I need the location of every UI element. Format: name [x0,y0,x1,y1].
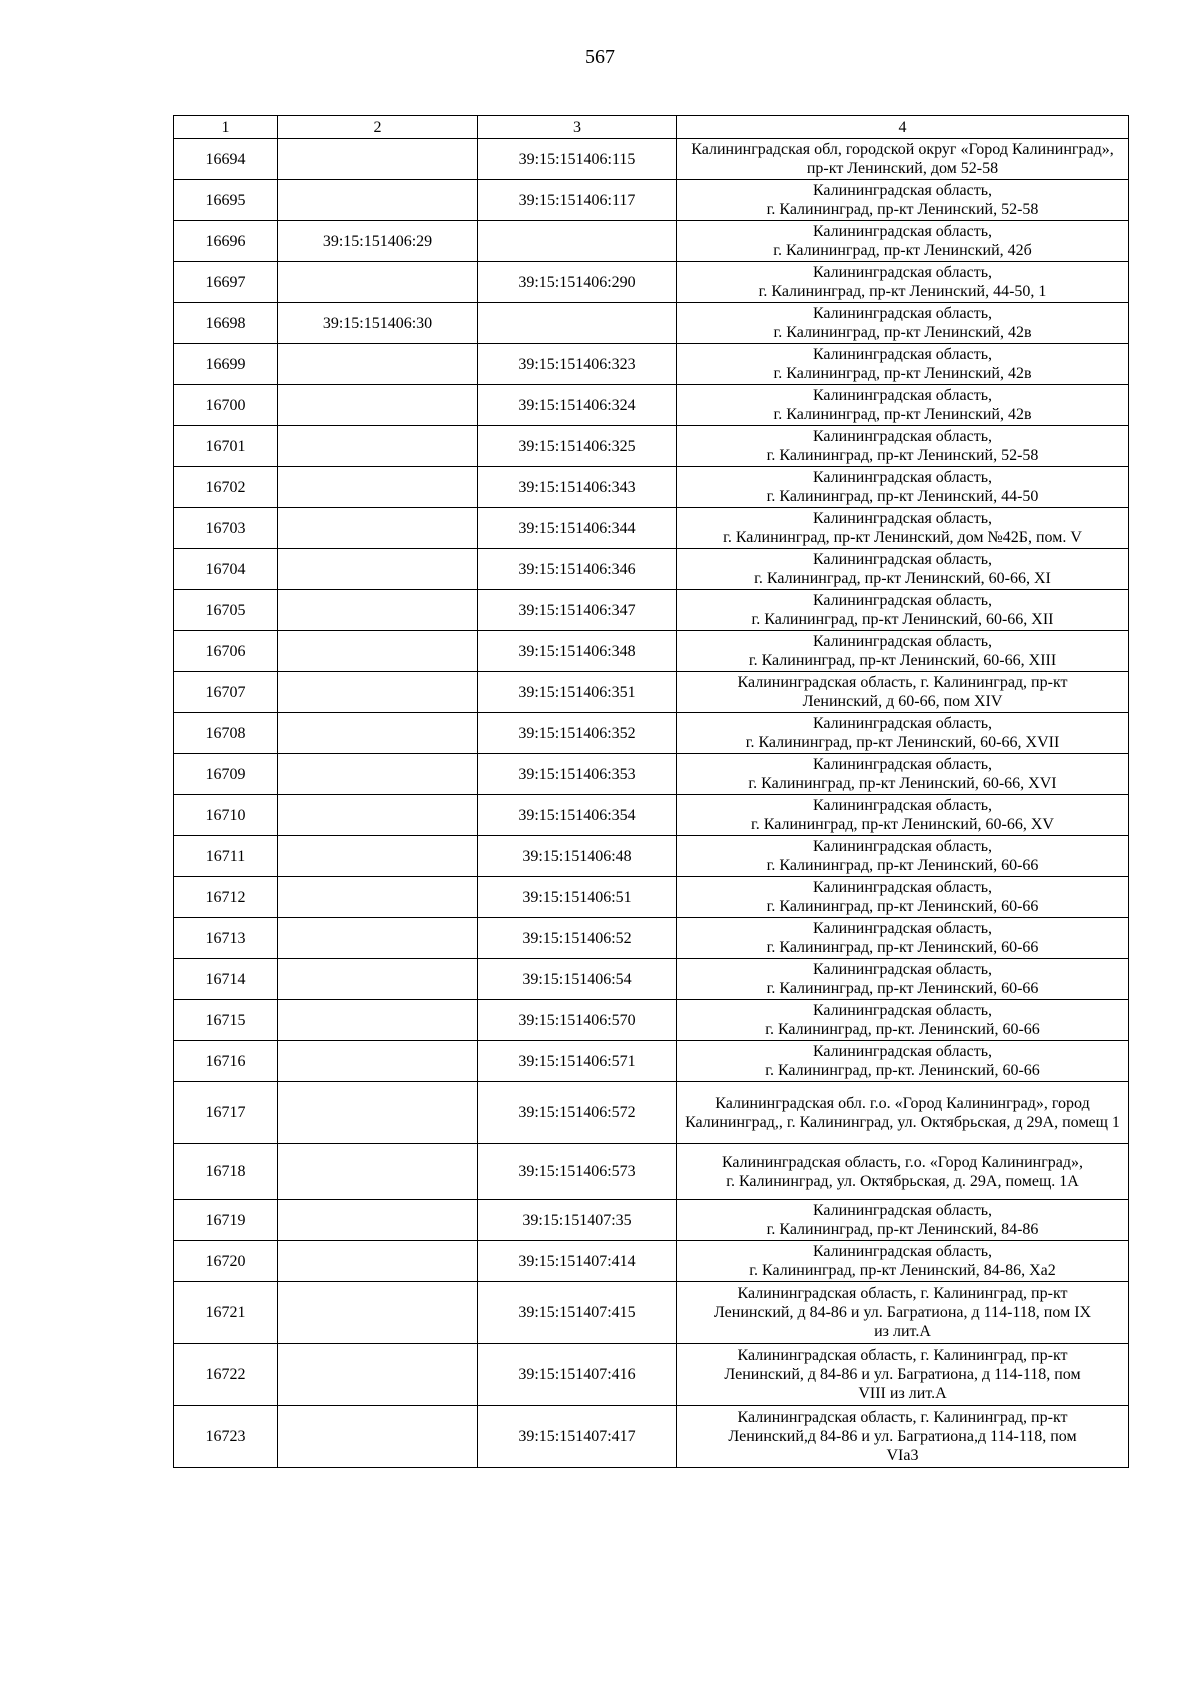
cadastral-number-col2-cell [278,1241,478,1282]
cadastral-number-col3-cell: 39:15:151406:571 [478,1041,677,1082]
table-row [174,754,1129,795]
cadastral-number-col3-cell: 39:15:151406:351 [478,672,677,713]
row-number-cell: 16717 [174,1082,278,1144]
column-header-4: 4 [677,116,1129,139]
cadastral-number-col2-cell [278,754,478,795]
table-row [174,959,1129,1000]
cadastral-number-col2-cell [278,795,478,836]
cadastral-number-col2-cell [278,180,478,221]
row-number-cell: 16718 [174,1144,278,1200]
address-cell: Калининградская область, г. Калининград, пр-кт Ленинский, 60-66 [677,918,1129,959]
table-row [174,672,1129,713]
cadastral-number-col3-cell: 39:15:151406:117 [478,180,677,221]
page-number: 567 [585,46,615,68]
row-number-cell: 16707 [174,672,278,713]
cadastral-number-col3-cell: 39:15:151407:414 [478,1241,677,1282]
cadastral-number-col2-cell [278,1041,478,1082]
cadastral-number-col3-cell: 39:15:151406:48 [478,836,677,877]
cadastral-number-col2-cell [278,1200,478,1241]
cadastral-number-col3-cell: 39:15:151406:570 [478,1000,677,1041]
table-row [174,918,1129,959]
cadastral-number-col3-cell: 39:15:151406:353 [478,754,677,795]
address-cell: Калининградская область, г. Калининград, пр-кт Ленинский, 42в [677,344,1129,385]
row-number-cell: 16701 [174,426,278,467]
address-cell: Калининградская область, г. Калининград, пр-кт Ленинский, 60-66, XVI [677,754,1129,795]
table-row [174,713,1129,754]
cadastral-number-col3-cell: 39:15:151406:352 [478,713,677,754]
address-cell: Калининградская обл. г.о. «Город Калининград», город Калининград,, г. Калининград, ул. Октябрьская, д 29А, помещ 1 [677,1082,1129,1144]
cadastral-number-col2-cell [278,1406,478,1468]
row-number-cell: 16697 [174,262,278,303]
address-cell: Калининградская обл, городской округ «Город Калининград», пр-кт Ленинский, дом 52-58 [677,139,1129,180]
cadastral-number-col3-cell: 39:15:151406:325 [478,426,677,467]
row-number-cell: 16711 [174,836,278,877]
cadastral-number-col3-cell: 39:15:151406:54 [478,959,677,1000]
row-number-cell: 16710 [174,795,278,836]
address-cell: Калининградская область, г. Калининград, пр-кт Ленинский, 44-50 [677,467,1129,508]
table-header [174,116,1129,139]
registry-table [173,115,1129,1468]
table-row [174,139,1129,180]
address-cell: Калининградская область, г. Калининград, пр-кт Ленинский, 60-66, XI [677,549,1129,590]
address-cell: Калининградская область, г. Калининград, пр-кт Ленинский, 42в [677,385,1129,426]
cadastral-number-col3-cell: 39:15:151406:572 [478,1082,677,1144]
address-cell: Калининградская область, г. Калининград, пр-кт Ленинский, д 84-86 и ул. Багратиона, д 114-118, пом VIII из лит.А [677,1344,1129,1406]
table-row [174,180,1129,221]
cadastral-number-col3-cell: 39:15:151406:290 [478,262,677,303]
cadastral-number-col3-cell: 39:15:151406:354 [478,795,677,836]
row-number-cell: 16694 [174,139,278,180]
cadastral-number-col3-cell: 39:15:151407:35 [478,1200,677,1241]
cadastral-number-col2-cell [278,1282,478,1344]
cadastral-number-col2-cell [278,1000,478,1041]
column-header-1: 1 [174,116,278,139]
cadastral-number-col2-cell [278,590,478,631]
table-row [174,877,1129,918]
cadastral-number-col2-cell [278,549,478,590]
table-row [174,795,1129,836]
address-cell: Калининградская область, г. Калининград, пр-кт Ленинский,д 84-86 и ул. Багратиона,д 114-118, пом VIа3 [677,1406,1129,1468]
address-cell: Калининградская область, г. Калининград, пр-кт Ленинский, 42в [677,303,1129,344]
row-number-cell: 16708 [174,713,278,754]
cadastral-number-col3-cell [478,303,677,344]
table-row [174,385,1129,426]
table-row [174,836,1129,877]
cadastral-number-col2-cell [278,672,478,713]
table-row [174,344,1129,385]
row-number-cell: 16719 [174,1200,278,1241]
cadastral-number-col2-cell [278,918,478,959]
cadastral-number-col2-cell [278,836,478,877]
address-cell: Калининградская область, г. Калининград, пр-кт. Ленинский, 60-66 [677,1041,1129,1082]
table-row [174,1200,1129,1241]
table-row [174,1344,1129,1406]
address-cell: Калининградская область, г. Калининград, пр-кт Ленинский, 60-66, XII [677,590,1129,631]
row-number-cell: 16709 [174,754,278,795]
address-cell: Калининградская область, г. Калининград, пр-кт Ленинский, д 84-86 и ул. Багратиона, д 114-118, пом IX из лит.А [677,1282,1129,1344]
table-row [174,1241,1129,1282]
table-row [174,590,1129,631]
row-number-cell: 16703 [174,508,278,549]
table-row [174,221,1129,262]
address-cell: Калининградская область, г. Калининград, пр-кт Ленинский, 52-58 [677,426,1129,467]
address-cell: Калининградская область, г. Калининград, пр-кт Ленинский, 44-50, 1 [677,262,1129,303]
table-row [174,303,1129,344]
cadastral-number-col2-cell [278,631,478,672]
table-row [174,549,1129,590]
cadastral-number-col3-cell: 39:15:151406:343 [478,467,677,508]
cadastral-number-col3-cell: 39:15:151406:324 [478,385,677,426]
table-body [174,139,1129,1468]
row-number-cell: 16716 [174,1041,278,1082]
table-row [174,1041,1129,1082]
row-number-cell: 16696 [174,221,278,262]
cadastral-number-col2-cell [278,139,478,180]
cadastral-number-col2-cell [278,1144,478,1200]
row-number-cell: 16700 [174,385,278,426]
cadastral-number-col3-cell: 39:15:151407:417 [478,1406,677,1468]
address-cell: Калининградская область, г. Калининград, пр-кт Ленинский, 84-86, Ха2 [677,1241,1129,1282]
row-number-cell: 16722 [174,1344,278,1406]
row-number-cell: 16699 [174,344,278,385]
table-row [174,467,1129,508]
cadastral-number-col3-cell: 39:15:151406:347 [478,590,677,631]
table-row [174,1144,1129,1200]
cadastral-number-col2-cell [278,877,478,918]
address-cell: Калининградская область, г. Калининград, пр-кт Ленинский, 84-86 [677,1200,1129,1241]
table-row [174,1000,1129,1041]
table-row [174,1406,1129,1468]
cadastral-number-col2-cell [278,1344,478,1406]
table-row [174,1082,1129,1144]
table-row [174,631,1129,672]
cadastral-number-col3-cell: 39:15:151407:415 [478,1282,677,1344]
row-number-cell: 16704 [174,549,278,590]
table-row [174,508,1129,549]
address-cell: Калининградская область, г. Калининград, пр-кт Ленинский, 60-66, XVII [677,713,1129,754]
table-row [174,1282,1129,1344]
address-cell: Калининградская область, г. Калининград, пр-кт Ленинский, 52-58 [677,180,1129,221]
row-number-cell: 16702 [174,467,278,508]
table-row [174,426,1129,467]
column-header-3: 3 [478,116,677,139]
row-number-cell: 16695 [174,180,278,221]
cadastral-number-col2-cell [278,959,478,1000]
address-cell: Калининградская область, г. Калининград, пр-кт Ленинский, 60-66, XIII [677,631,1129,672]
address-cell: Калининградская область, г. Калининград, пр-кт Ленинский, 60-66, XV [677,795,1129,836]
cadastral-number-col2-cell [278,426,478,467]
row-number-cell: 16698 [174,303,278,344]
cadastral-number-col2-cell [278,1082,478,1144]
row-number-cell: 16714 [174,959,278,1000]
cadastral-number-col3-cell: 39:15:151406:51 [478,877,677,918]
cadastral-number-col3-cell: 39:15:151406:115 [478,139,677,180]
address-cell: Калининградская область, г. Калининград, пр-кт Ленинский, 60-66 [677,959,1129,1000]
row-number-cell: 16721 [174,1282,278,1344]
cadastral-number-col3-cell: 39:15:151407:416 [478,1344,677,1406]
row-number-cell: 16712 [174,877,278,918]
address-cell: Калининградская область, г.о. «Город Калининград», г. Калининград, ул. Октябрьская, д. 29А, помещ. 1А [677,1144,1129,1200]
address-cell: Калининградская область, г. Калининград, пр-кт Ленинский, дом №42Б, пом. V [677,508,1129,549]
address-cell: Калининградская область, г. Калининград, пр-кт Ленинский, 42б [677,221,1129,262]
table-row [174,262,1129,303]
row-number-cell: 16723 [174,1406,278,1468]
row-number-cell: 16705 [174,590,278,631]
column-header-2: 2 [278,116,478,139]
row-number-cell: 16706 [174,631,278,672]
cadastral-number-col2-cell [278,713,478,754]
row-number-cell: 16715 [174,1000,278,1041]
cadastral-number-col2-cell [278,262,478,303]
address-cell: Калининградская область, г. Калининград, пр-кт Ленинский, д 60-66, пом XIV [677,672,1129,713]
cadastral-number-col3-cell: 39:15:151406:344 [478,508,677,549]
row-number-cell: 16720 [174,1241,278,1282]
cadastral-number-col2-cell: 39:15:151406:29 [278,221,478,262]
cadastral-number-col2-cell: 39:15:151406:30 [278,303,478,344]
cadastral-number-col3-cell: 39:15:151406:346 [478,549,677,590]
cadastral-number-col3-cell: 39:15:151406:323 [478,344,677,385]
address-cell: Калининградская область, г. Калининград, пр-кт Ленинский, 60-66 [677,877,1129,918]
cadastral-number-col2-cell [278,344,478,385]
cadastral-number-col3-cell [478,221,677,262]
cadastral-number-col3-cell: 39:15:151406:348 [478,631,677,672]
address-cell: Калининградская область, г. Калининград, пр-кт Ленинский, 60-66 [677,836,1129,877]
cadastral-number-col2-cell [278,467,478,508]
cadastral-number-col3-cell: 39:15:151406:52 [478,918,677,959]
address-cell: Калининградская область, г. Калининград, пр-кт. Ленинский, 60-66 [677,1000,1129,1041]
row-number-cell: 16713 [174,918,278,959]
cadastral-number-col2-cell [278,508,478,549]
cadastral-number-col2-cell [278,385,478,426]
header-row [174,116,1129,139]
cadastral-number-col3-cell: 39:15:151406:573 [478,1144,677,1200]
